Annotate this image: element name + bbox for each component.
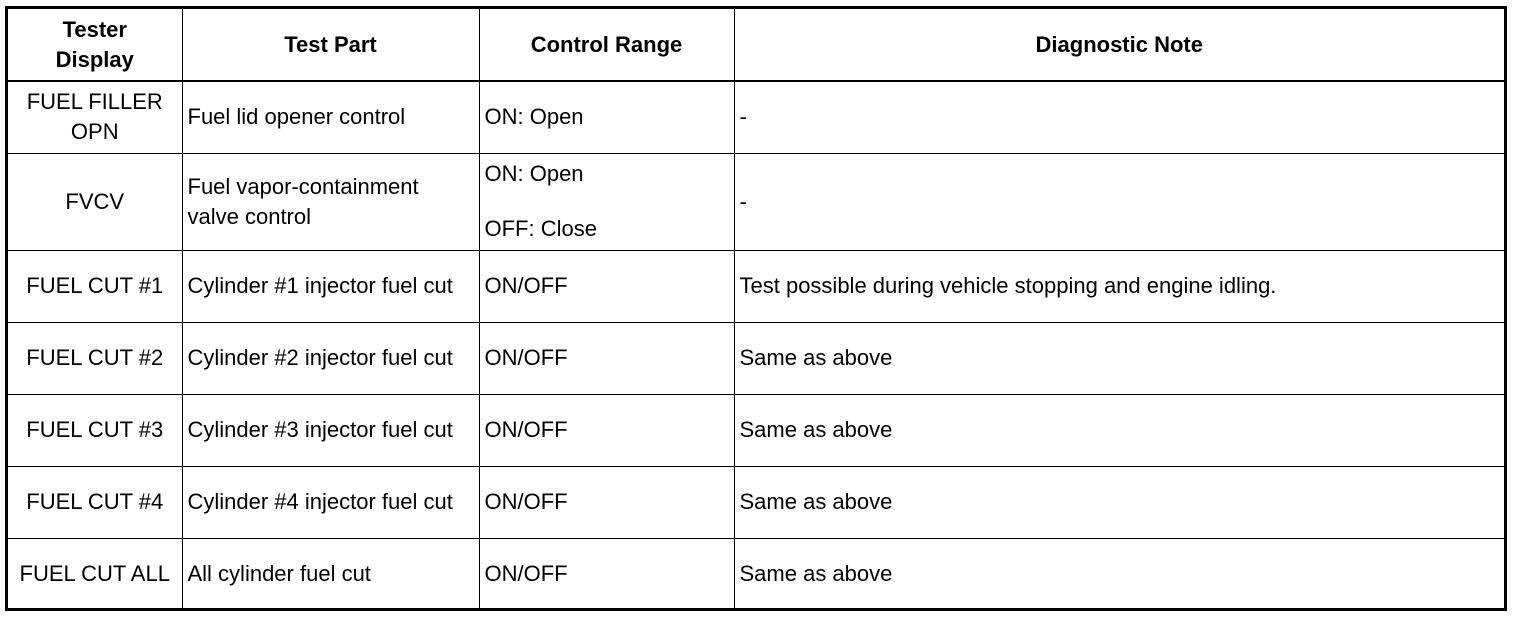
column-header-tester-display: Tester Display <box>8 9 182 81</box>
diagnostic-note-cell: Test possible during vehicle stopping and engine idling. <box>734 250 1504 322</box>
tester-display-cell: FUEL CUT ALL <box>8 538 182 610</box>
tester-display-cell: FVCV <box>8 153 182 250</box>
control-range-cell <box>479 466 734 538</box>
tester-display-cell: FUEL CUT #2 <box>8 322 182 394</box>
control-range-value: ON: Open <box>484 104 584 130</box>
column-header-test-part: Test Part <box>182 9 479 81</box>
test-part-cell: Cylinder #1 injector fuel cut <box>182 250 479 322</box>
test-part-cell: Fuel lid opener control <box>182 81 479 153</box>
test-part-cell: Cylinder #3 injector fuel cut <box>182 394 479 466</box>
control-range-value: ON/OFF <box>484 273 568 298</box>
control-range-value: OFF: Close <box>484 216 597 241</box>
table-row <box>8 250 1504 322</box>
control-range-cell <box>479 322 734 394</box>
control-range-value: ON/OFF <box>484 345 568 370</box>
control-range-cell <box>479 538 734 610</box>
control-range-cell <box>479 394 734 466</box>
table-row <box>8 538 1504 610</box>
test-part-cell: All cylinder fuel cut <box>182 538 479 610</box>
diagnostic-note-cell: Same as above <box>734 466 1504 538</box>
test-part-cell: Fuel vapor-containment valve control <box>182 153 479 250</box>
tester-display-cell: FUEL CUT #4 <box>8 466 182 538</box>
control-range-cell <box>479 153 734 250</box>
test-part-cell: Cylinder #2 injector fuel cut <box>182 322 479 394</box>
table-row <box>8 81 1504 153</box>
diagnostic-table-container <box>5 6 1507 611</box>
diagnostic-note-cell: - <box>734 153 1504 250</box>
diagnostic-note-cell: Same as above <box>734 538 1504 610</box>
test-part-cell: Cylinder #4 injector fuel cut <box>182 466 479 538</box>
tester-display-cell: FUEL FILLER OPN <box>8 81 182 153</box>
control-range-cell <box>479 250 734 322</box>
column-header-diagnostic-note: Diagnostic Note <box>734 9 1504 81</box>
control-range-cell <box>479 81 734 153</box>
control-range-value: ON: Open <box>484 161 584 186</box>
diagnostic-note-cell: Same as above <box>734 394 1504 466</box>
column-header-control-range: Control Range <box>479 9 734 81</box>
control-range-value: ON/OFF <box>484 417 568 442</box>
control-range-value: ON/OFF <box>484 561 568 587</box>
table-row <box>8 466 1504 538</box>
table-row <box>8 394 1504 466</box>
tester-display-cell: FUEL CUT #1 <box>8 250 182 322</box>
diagnostic-note-cell: - <box>734 81 1504 153</box>
table-header-row <box>8 9 1504 81</box>
table-row <box>8 322 1504 394</box>
active-test-table <box>8 9 1504 610</box>
control-range-value: ON/OFF <box>484 489 568 514</box>
tester-display-cell: FUEL CUT #3 <box>8 394 182 466</box>
table-row <box>8 153 1504 250</box>
diagnostic-note-cell: Same as above <box>734 322 1504 394</box>
